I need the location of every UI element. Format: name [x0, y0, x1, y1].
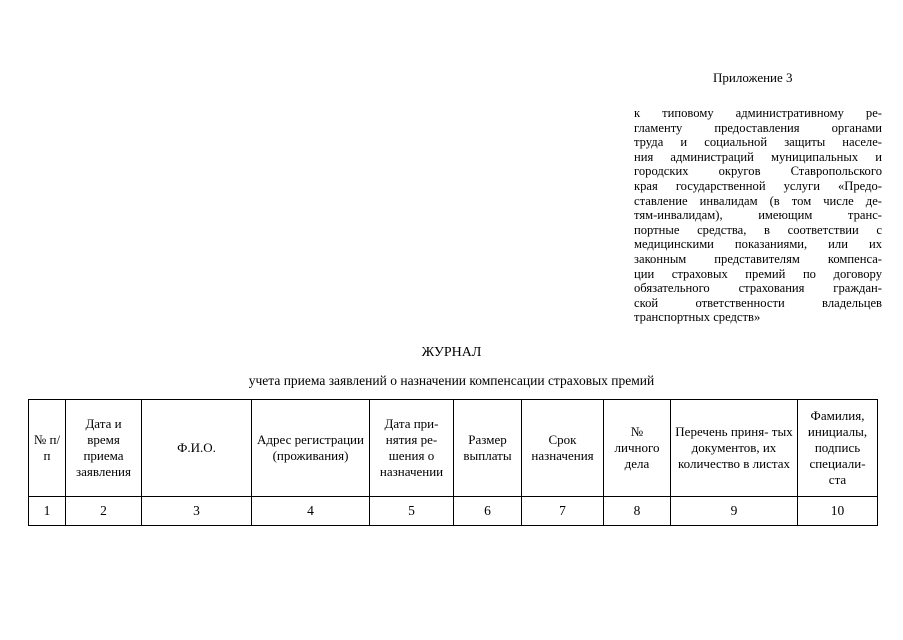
column-header-payment-amount: Размер выплаты — [454, 400, 522, 497]
column-number-cell: 9 — [671, 497, 798, 526]
column-number-cell: 8 — [604, 497, 671, 526]
appendix-note-line: портные средства, в соответствии с — [634, 222, 882, 237]
appendix-note-line: обязательного страхования граждан- — [634, 281, 882, 296]
appendix-note-line: труда и социальной защиты населе- — [634, 135, 882, 150]
column-number-cell: 5 — [370, 497, 454, 526]
appendix-note — [634, 106, 882, 325]
appendix-note-line: транспортных средств» — [634, 310, 761, 325]
appendix-note-line: тям-инвалидам), имеющим транс- — [634, 208, 882, 223]
journal-subtitle: учета приема заявлений о назначении компенсации страховых премий — [248, 373, 655, 388]
table-header-row — [29, 400, 878, 497]
journal-title: ЖУРНАЛ — [421, 345, 482, 360]
column-header-documents: Перечень приня- тых документов, их количество в листах — [671, 400, 798, 497]
column-number-cell: 4 — [252, 497, 370, 526]
column-header-file-number: № личного дела — [604, 400, 671, 497]
column-header-address: Адрес регистрации (проживания) — [252, 400, 370, 497]
appendix-note-line: ской ответственности владельцев — [634, 295, 882, 310]
column-header-term: Срок назначения — [522, 400, 604, 497]
appendix-note-line: медицинскими показаниями, или их — [634, 237, 882, 252]
appendix-note-line: к типовому административному ре- — [634, 106, 882, 120]
appendix-note-line: гламенту предоставления органами — [634, 120, 882, 135]
table-row — [29, 497, 878, 526]
appendix-note-line: ния администраций муниципальных и — [634, 149, 882, 164]
column-number-cell: 7 — [522, 497, 604, 526]
appendix-note-line: законным представителям компенса- — [634, 251, 882, 266]
column-header-full-name: Ф.И.О. — [142, 400, 252, 497]
column-header-number: № п/п — [29, 400, 66, 497]
column-header-specialist: Фамилия, инициалы, подпись специали- ста — [798, 400, 878, 497]
column-number-cell: 3 — [142, 497, 252, 526]
column-number-cell: 10 — [798, 497, 878, 526]
column-number-cell: 2 — [66, 497, 142, 526]
column-number-cell: 6 — [454, 497, 522, 526]
appendix-note-line: края государственной услуги «Предо- — [634, 178, 882, 193]
appendix-title: Приложение 3 — [713, 70, 793, 85]
appendix-note-line: ставление инвалидам (в том числе де- — [634, 193, 882, 208]
appendix-note-line: городских округов Ставропольского — [634, 164, 882, 179]
appendix-note-line: ции страховых премий по договору — [634, 266, 882, 281]
journal-table — [28, 399, 878, 526]
column-header-date-time: Дата и время приема заявления — [66, 400, 142, 497]
column-header-decision-date: Дата при- нятия ре- шения о назначении — [370, 400, 454, 497]
column-number-cell: 1 — [29, 497, 66, 526]
